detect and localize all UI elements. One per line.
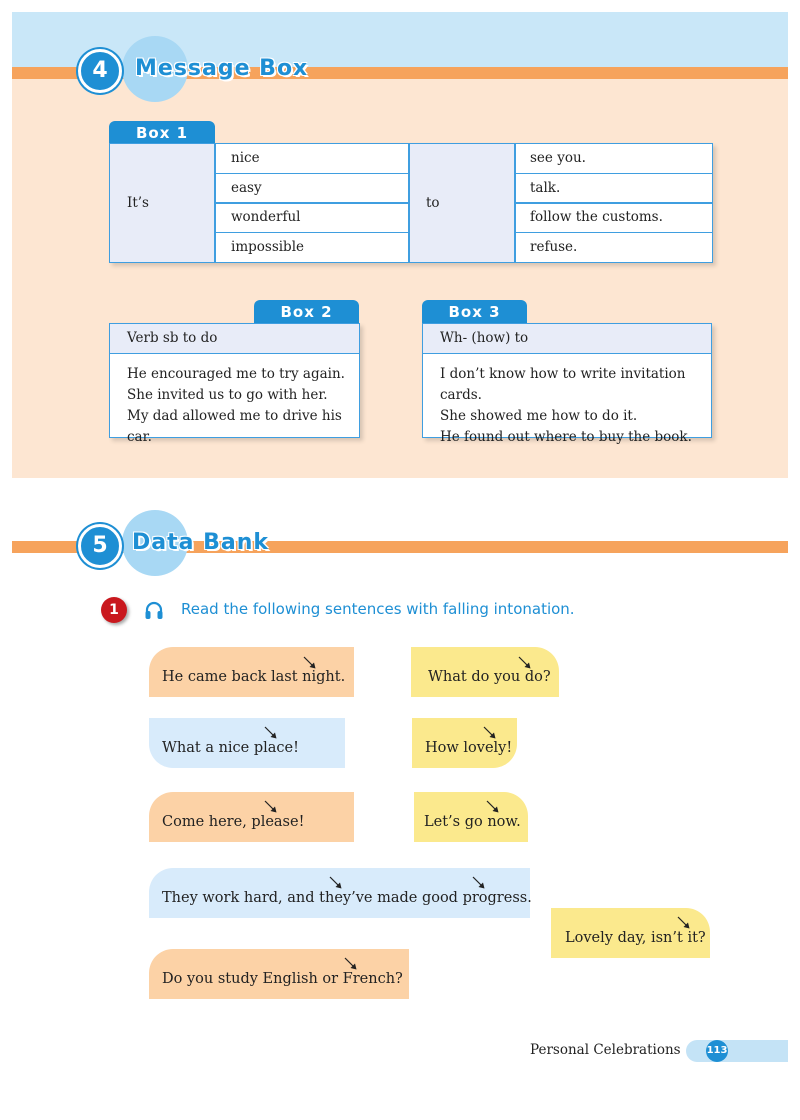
unit-title: Personal Celebrations [530, 1042, 681, 1058]
sentence-text: What a nice place! [162, 740, 299, 756]
falling-intonation-icon [264, 800, 278, 814]
falling-intonation-icon [303, 656, 317, 670]
box3-line: She showed me how to do it. [440, 408, 638, 424]
box2-header: Verb sb to do [110, 324, 359, 354]
box3-tab: Box 3 [422, 300, 527, 323]
section-title: Message Box [135, 56, 309, 81]
box2 [109, 323, 360, 445]
sentence-bubble [411, 647, 559, 697]
section-title: Data Bank [132, 530, 270, 555]
falling-intonation-icon [344, 957, 358, 971]
headphones-icon[interactable] [143, 599, 165, 621]
sentence-text: How lovely! [425, 740, 513, 756]
box1-verb: refuse. [530, 238, 578, 255]
box2-line: My dad allowed me to drive his car. [127, 408, 342, 445]
box1-table [109, 143, 713, 263]
table-divider [515, 232, 712, 234]
box1-verb: see you. [530, 150, 586, 166]
box1-adjective: wonderful [231, 209, 301, 225]
table-divider [515, 173, 712, 175]
section-number-badge: 5 [78, 524, 122, 568]
box1-adjective: easy [231, 179, 262, 196]
sentence-text: Lovely day, isn’t it? [565, 930, 706, 946]
box1-verb: talk. [530, 179, 561, 196]
sentence-text: What do you do? [428, 669, 551, 685]
falling-intonation-icon [472, 876, 486, 890]
sentence-text: Do you study English or French? [162, 971, 403, 987]
box3-header: Wh- (how) to [423, 324, 711, 354]
sentence-bubble [149, 718, 345, 768]
box1-connector: to [409, 144, 514, 262]
falling-intonation-icon [518, 656, 532, 670]
falling-intonation-icon [486, 800, 500, 814]
box3-line: I don’t know how to write invitation cards. [440, 366, 686, 403]
table-divider [215, 173, 408, 175]
box2-tab: Box 2 [254, 300, 359, 323]
box1-tab: Box 1 [109, 121, 215, 144]
box1-verb: follow the customs. [530, 209, 663, 225]
sentence-bubble [149, 647, 354, 697]
box3-line: He found out where to buy the book. [440, 429, 692, 445]
sentence-text: Let’s go now. [424, 814, 521, 830]
sentence-bubble [149, 792, 354, 842]
sentence-text: Come here, please! [162, 814, 305, 830]
box3 [422, 323, 712, 445]
box1-adjective: nice [231, 150, 260, 166]
page-number-bar [686, 1040, 788, 1062]
box1-subject: It’s [110, 144, 215, 262]
box1-adjective: impossible [231, 238, 305, 255]
sentence-bubble [149, 949, 409, 999]
box2-line: He encouraged me to try again. [127, 366, 345, 382]
page-number: 113 [706, 1040, 728, 1062]
falling-intonation-icon [483, 726, 497, 740]
table-divider [215, 232, 408, 234]
box2-line: She invited us to go with her. [127, 387, 328, 403]
table-divider [215, 202, 408, 204]
falling-intonation-icon [264, 726, 278, 740]
sentence-bubble [412, 718, 517, 768]
sentence-text: He came back last night. [162, 669, 346, 685]
sentence-bubble [414, 792, 528, 842]
falling-intonation-icon [677, 916, 691, 930]
exercise-number-badge: 1 [101, 597, 127, 623]
sentence-text: They work hard, and they’ve made good progress. [162, 890, 532, 906]
section-number-badge: 4 [78, 49, 122, 93]
exercise-instruction: Read the following sentences with falling intonation. [181, 600, 575, 618]
table-divider [515, 202, 712, 204]
falling-intonation-icon [329, 876, 343, 890]
table-divider [408, 144, 410, 262]
